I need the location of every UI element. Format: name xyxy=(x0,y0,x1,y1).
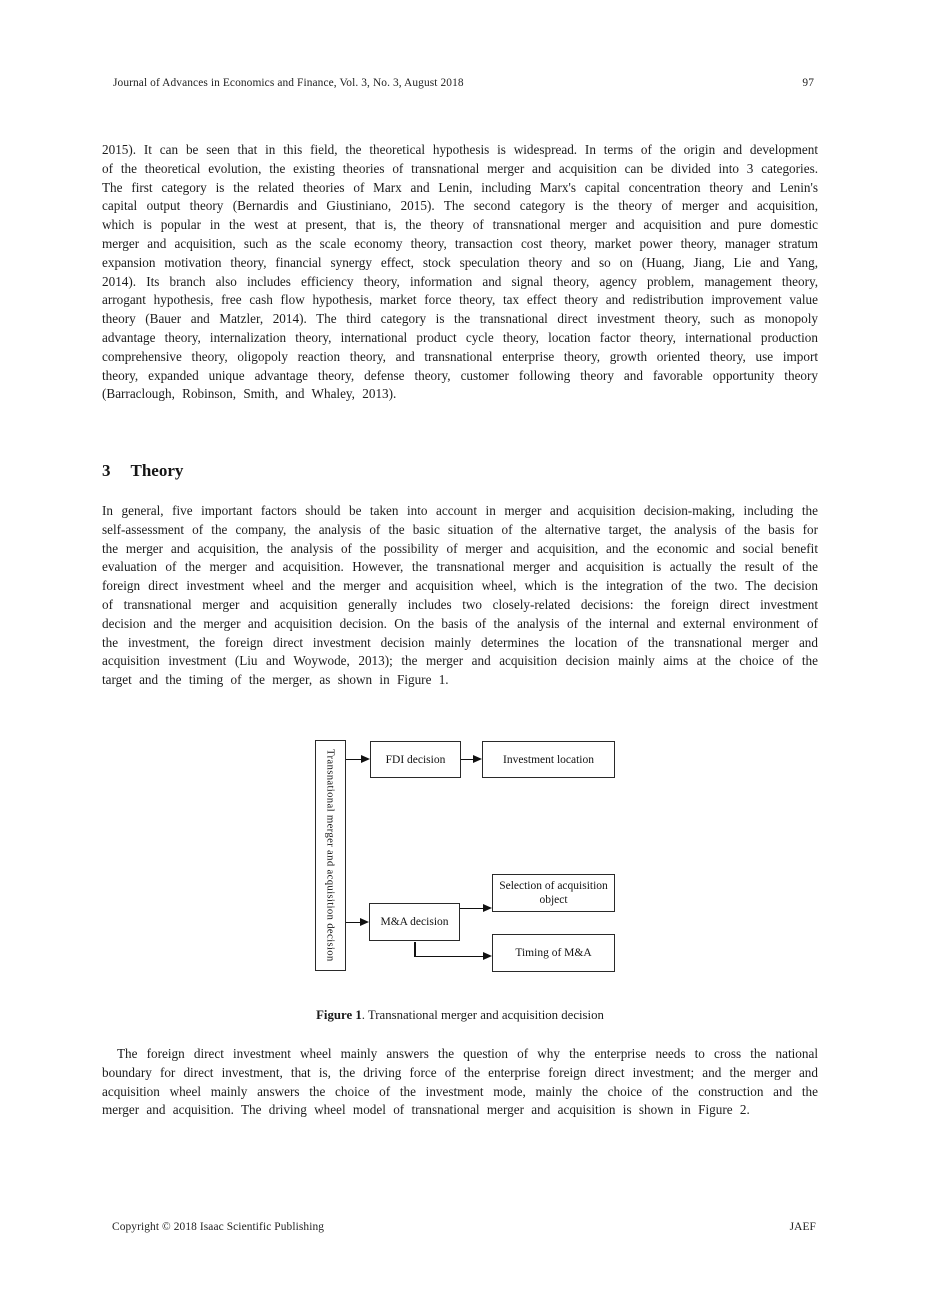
journal-abbreviation: JAEF xyxy=(789,1221,816,1233)
page-header xyxy=(113,77,814,89)
arrow-root-to-fdi-head-icon xyxy=(361,755,370,763)
diagram-node-root xyxy=(315,740,346,971)
paragraph-theories-overview: 2015). It can be seen that in this field, the theoretical hypothesis is widespread. In terms of the origin and development of the theoretical evolution, the existing theories of transnational merger and acquisition can be divided into 3 categories. The first category is the related theories of Marx and Lenin, including Marx's capital concentration theory and Lenin's capital output theory (Bernardis and Giustiniano, 2015). The second category is the theory of merger and acquisition, which is popular in the west at present, that is, the theory of transnational merger and acquisition and pure domestic merger and acquisition, such as the scale economy theory, transaction cost theory, market power theory, manager stratum expansion motivation theory, financial synergy effect, stock speculation theory and so on (Huang, Jiang, Lie and Yang, 2014). Its branch also includes efficiency theory, information and signal theory, agency problem, management theory, arrogant hypothesis, free cash flow hypothesis, market force theory, tax effect theory and redistribution improvement value theory (Bauer and Matzler, 2014). The third category is the transnational direct investment theory, such as monopoly advantage theory, internalization theory, international product cycle theory, location factor theory, international production comprehensive theory, oligopoly reaction theory, and transnational enterprise theory, growth oriented theory, use import theory, expanded unique advantage theory, defense theory, customer following theory and favorable opportunity theory (Barraclough, Robinson, Smith, and Whaley, 2013). xyxy=(102,142,818,402)
paragraph-theory-factors: In general, five important factors should be taken into account in merger and acquisition decision-making, including the self-assessment of the company, the analysis of the basic situation of the alternative target, the analysis of the basis for the merger and acquisition, the analysis of the possibility of merger and acquisition, and the economic and social benefit evaluation of the merger and acquisition. However, the transnational merger and acquisition is actually the result of the foreign direct investment wheel and the merger and acquisition wheel, which is the integration of the two. The decision of transnational merger and acquisition generally includes two closely-related decisions: the foreign direct investment decision and the merger and acquisition decision. On the basis of the analysis of the internal and external environment of the investment, the foreign direct investment decision mainly determines the location of the transnational merger and acquisition investment (Liu and Woywode, 2013); the merger and acquisition decision mainly aims at the choice of the target and the timing of the merger, as shown in Figure 1. xyxy=(102,503,818,688)
diagram-node-ma-label: M&A decision xyxy=(380,916,449,928)
arrow-root-to-ma-head-icon xyxy=(360,918,369,926)
diagram-node-selection-label: Selection of acquisition object xyxy=(499,880,608,906)
arrow-ma-to-selection-line xyxy=(460,908,484,910)
paragraph-driving-wheel: The foreign direct investment wheel mainly answers the question of why the enterprise needs to cross the national boundary for direct investment, that is, the driving force of the enterprise foreign direct investment; and the merger and acquisition wheel mainly answers the choice of the investment mode, mainly the choice of the construction and the merger and acquisition. The driving wheel model of transnational merger and acquisition is shown in Figure 2. xyxy=(102,1046,818,1118)
section-title: Theory xyxy=(130,461,184,480)
figure-caption xyxy=(102,1008,818,1023)
page-number: 97 xyxy=(802,77,814,89)
arrow-ma-to-timing-head-icon xyxy=(483,952,492,960)
arrow-fdi-to-investment-head-icon xyxy=(473,755,482,763)
figure-1-diagram xyxy=(102,738,818,978)
diagram-node-investment-label: Investment location xyxy=(502,753,595,766)
journal-header-text: Journal of Advances in Economics and Finance, Vol. 3, No. 3, August 2018 xyxy=(113,77,464,89)
arrow-root-to-fdi-line xyxy=(346,759,362,761)
diagram-node-fdi-decision xyxy=(370,741,461,778)
copyright-text: Copyright © 2018 Isaac Scientific Publishing xyxy=(112,1221,325,1233)
section-heading-theory xyxy=(102,461,183,481)
arrow-ma-to-timing-horizontal-line xyxy=(414,956,484,958)
figure-caption-label: Figure 1 xyxy=(316,1008,362,1022)
diagram-node-selection-object xyxy=(492,874,615,912)
diagram-node-timing xyxy=(492,934,615,972)
page-footer xyxy=(112,1221,816,1233)
diagram-node-root-label: Transnational merger and acquisition decision xyxy=(324,749,337,962)
section-number: 3 xyxy=(102,461,111,480)
arrow-root-to-ma-line xyxy=(346,922,361,924)
arrow-ma-to-selection-head-icon xyxy=(483,904,492,912)
diagram-node-ma-decision xyxy=(369,903,460,941)
figure-caption-text: . Transnational merger and acquisition decision xyxy=(361,1008,604,1022)
diagram-node-investment-location xyxy=(482,741,615,778)
diagram-node-timing-label: Timing of M&A xyxy=(515,947,592,959)
diagram-node-fdi-label: FDI decision xyxy=(385,753,446,766)
